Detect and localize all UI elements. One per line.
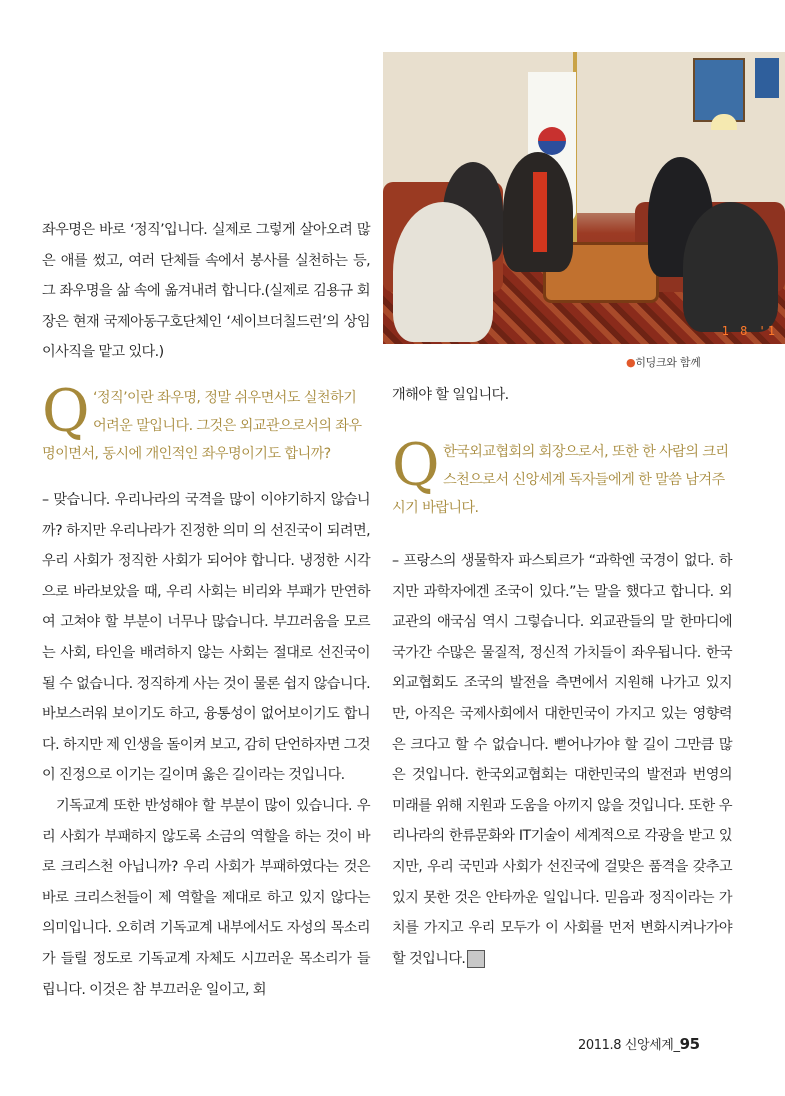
red-scarf [533, 172, 547, 252]
left-column-answer [42, 485, 370, 1005]
q-letter-icon: Q [392, 431, 439, 499]
answer-paragraph-2: 기독교계 또한 반성해야 할 부분이 많이 있습니다. 우리 사회가 부패하지 않도록 소금의 역할을 하는 것이 바로 크리스천 아닙니까? 우리 사회가 부패하였다는 것은 바로 크리스천들이 제 역할을 제대로 하고 있지 않다는 의미입니다. 오히려 기독교계 내부에서도 자성의 목소리가 들릴 정도로 기독교계 자체도 시끄러운 목소리가 들립니다. 이것은 참 부끄러운 일이고, 회 [42, 797, 370, 998]
right-column-continuation [392, 380, 732, 411]
left-column-intro [42, 215, 370, 368]
question-text-1: ‘정직’이란 좌우명, 정말 쉬우면서도 실천하기 어려운 말입니다. 그것은 외교관으로서의 좌우명이면서, 동시에 개인적인 좌우명이기도 합니까? [42, 390, 362, 462]
meeting-photo [383, 52, 785, 344]
wall-map [693, 58, 745, 122]
issue-label: 2011.8 신앙세계_ [578, 1038, 680, 1053]
intro-paragraph: 좌우명은 바로 ‘정직’입니다. 실제로 그렇게 살아오려 많은 애를 썼고, 여러 단체들 속에서 봉사를 실천하는 등, 그 좌우명을 삶 속에 옮겨내려 합니다.(실제로 김용규 회장은 현재 국제아동구호단체인 ‘세이브더칠드런’의 상임이사직을 맡고 있다.) [42, 222, 370, 361]
answer-paragraph-1: – 맞습니다. 우리나라의 국격을 많이 이야기하지 않습니까? 하지만 우리나라가 진정한 의미 의 선진국이 되려면, 우리 사회가 정직한 사회가 되어야 합니다. 냉정한 시각으로 바라보았을 때, 우리 사회는 비리와 부패가 만연하여 고쳐야 할 부분이 너무나 많습니다. 부끄러움을 모르는 사회, 타인을 배려하지 않는 사회는 절대로 선진국이 될 수 없습니다. 정직하게 사는 것이 물론 쉽지 않습니다. 바보스러워 보이기도 하고, 융통성이 없어보이기도 합니다. 하지만 제 인생을 돌이켜 보고, 감히 단언하자면 그것이 진정으로 이기는 길이며 옳은 길이라는 것입니다. [42, 492, 370, 784]
continuation-text: 개해야 할 일입니다. [392, 387, 509, 403]
answer-text: – 프랑스의 생물학자 파스퇴르가 “과학엔 국경이 없다. 하지만 과학자에겐 조국이 있다.”는 말을 했다고 합니다. 외교관의 애국심 역시 그렇습니다. 외교관들의 말 한마디에 국가간 수많은 물질적, 정신적 가치들이 좌우됩니다. 한국외교협회도 조국의 발전을 측면에서 지원해 나가고 있지만, 아직은 국제사회에서 대한민국이 가지고 있는 영향력은 크다고 할 수 없습니다. 뻗어나가야 할 길이 그만큼 많은 것입니다. 한국외교협회는 대한민국의 발전과 번영의 미래를 위해 지원과 도움을 아끼지 않을 것입니다. 또한 우리나라의 한류문화와 IT기술이 세계적으로 각광을 받고 있지만, 우리 국민과 사회가 선진국에 걸맞은 품격을 갖추고 있지 못한 것은 안타까운 일입니다. 믿음과 정직이라는 가치를 가지고 우리 모두가 이 사회를 먼저 변화시켜나가야 할 것입니다. [392, 553, 732, 967]
page-footer [578, 1034, 700, 1053]
answer-paragraph-3 [392, 546, 732, 974]
person-figure [683, 202, 778, 332]
wall-poster [755, 58, 779, 98]
q-letter-icon: Q [42, 377, 89, 445]
question-text-2: 한국외교협회의 회장으로서, 또한 한 사람의 크리스천으로서 신앙세계 독자들에게 한 말씀 남겨주시기 바랍니다. [392, 444, 729, 516]
taegeuk-symbol [538, 127, 566, 155]
question-block-1 [42, 377, 370, 468]
caption-bullet-icon: ● [626, 356, 636, 369]
caption-text: 히딩크와 함께 [635, 356, 701, 369]
lamp [711, 114, 737, 130]
end-mark-icon [467, 950, 485, 968]
page-number: 95 [679, 1035, 700, 1053]
right-column-answer [392, 546, 732, 974]
person-figure [393, 202, 493, 342]
question-block-2 [392, 431, 732, 522]
photo-date-stamp: 1 8 '1 [721, 324, 777, 338]
photo-caption [626, 354, 700, 370]
